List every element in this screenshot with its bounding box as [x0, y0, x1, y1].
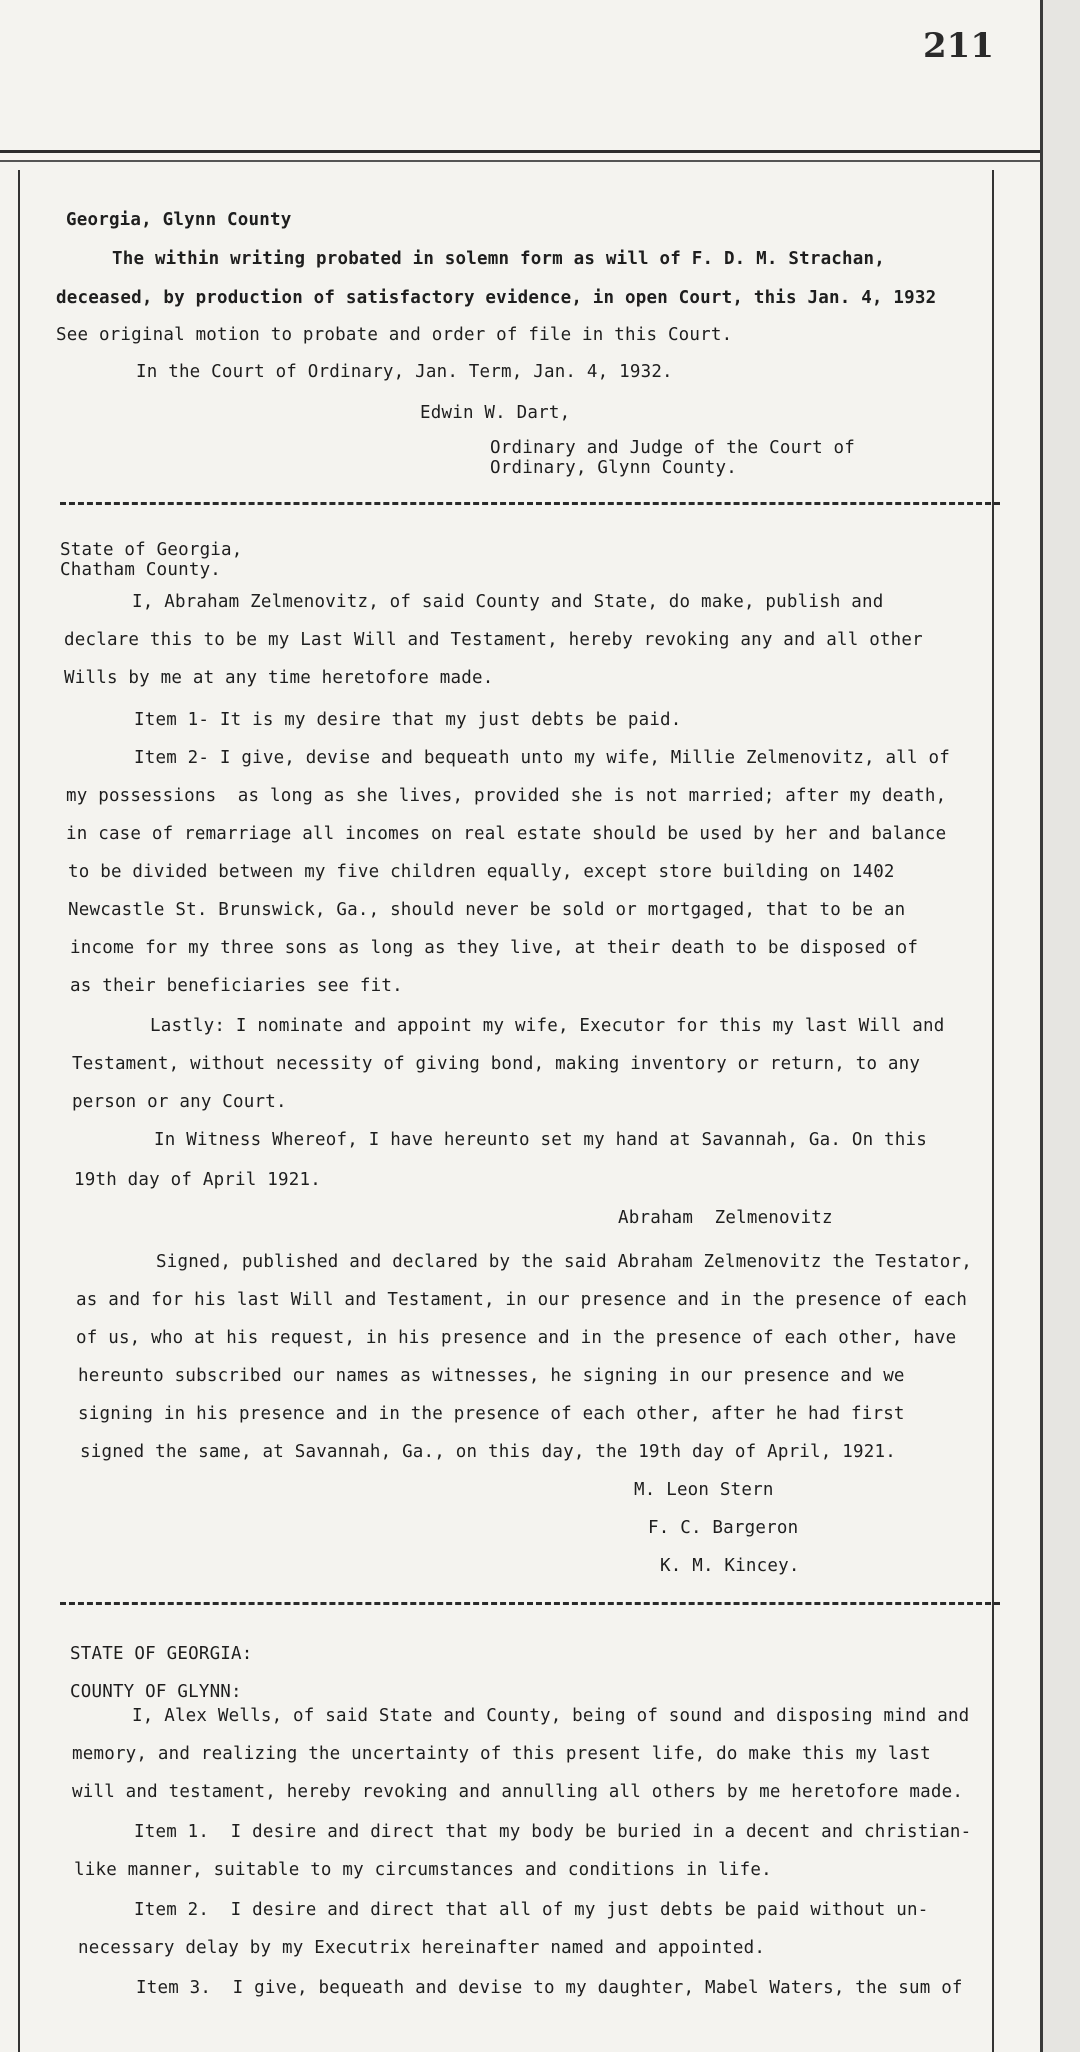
probate-line: See original motion to probate and order of file in this Court.	[56, 325, 733, 345]
witness-name: M. Leon Stern	[634, 1480, 774, 1500]
will1-line: declare this to be my Last Will and Testament, hereby revoking any and all other	[64, 630, 923, 650]
probate-signer-title: Ordinary and Judge of the Court of	[490, 438, 856, 458]
header-rule	[0, 150, 1040, 153]
will1-line: Lastly: I nominate and appoint my wife, Executor for this my last Will and	[150, 1016, 945, 1036]
will1-line: as their beneficiaries see fit.	[70, 976, 403, 996]
page-edge-line	[1040, 0, 1043, 2052]
will2-line: Item 3. I give, bequeath and devise to my daughter, Mabel Waters, the sum of	[136, 1978, 963, 1998]
will1-line: I, Abraham Zelmenovitz, of said County and State, do make, publish and	[132, 592, 884, 612]
will1-line: 19th day of April 1921.	[74, 1170, 321, 1190]
will2-county: COUNTY OF GLYNN:	[70, 1682, 242, 1702]
attestation-line: signed the same, at Savannah, Ga., on this day, the 19th day of April, 1921.	[80, 1442, 896, 1462]
probate-line: In the Court of Ordinary, Jan. Term, Jan. 4, 1932.	[136, 362, 673, 382]
page-number: 211	[923, 26, 994, 66]
attestation-line: of us, who at his request, in his presence and in the presence of each other, have	[76, 1328, 957, 1348]
will1-line: Item 1- It is my desire that my just debts be paid.	[134, 710, 682, 730]
will1-line: to be divided between my five children equally, except store building on 1402	[68, 862, 895, 882]
will1-line: in case of remarriage all incomes on real estate should be used by her and balance	[66, 824, 947, 844]
will1-county: Chatham County.	[60, 560, 222, 580]
page-edge-shadow	[1043, 0, 1080, 2052]
section-separator	[60, 1602, 1000, 1605]
will2-line: Item 1. I desire and direct that my body be buried in a decent and christian-	[134, 1822, 972, 1842]
probate-signer-title: Ordinary, Glynn County.	[490, 458, 737, 478]
will2-line: memory, and realizing the uncertainty of this present life, do make this my last	[72, 1744, 931, 1764]
will1-line: In Witness Whereof, I have hereunto set my hand at Savannah, Ga. On this	[154, 1130, 927, 1150]
will1-line: Testament, without necessity of giving bond, making inventory or return, to any	[72, 1054, 921, 1074]
header-rule-secondary	[0, 160, 1040, 162]
will2-line: Item 2. I desire and direct that all of my just debts be paid without un-	[134, 1900, 929, 1920]
will1-line: Newcastle St. Brunswick, Ga., should never be sold or mortgaged, that to be an	[68, 900, 906, 920]
will1-line: person or any Court.	[72, 1092, 287, 1112]
attestation-line: Signed, published and declared by the said Abraham Zelmenovitz the Testator,	[156, 1252, 972, 1272]
will2-state: STATE OF GEORGIA:	[70, 1644, 253, 1664]
attestation-line: as and for his last Will and Testament, in our presence and in the presence of each	[76, 1290, 968, 1310]
witness-name: F. C. Bargeron	[648, 1518, 799, 1538]
will1-line: income for my three sons as long as they live, at their death to be disposed of	[70, 938, 919, 958]
will1-testator-signature: Abraham Zelmenovitz	[618, 1208, 833, 1228]
will2-line: will and testament, hereby revoking and annulling all others by me heretofore made.	[72, 1782, 964, 1802]
probate-heading: Georgia, Glynn County	[66, 210, 292, 230]
attestation-line: signing in his presence and in the presence of each other, after he had first	[78, 1404, 905, 1424]
attestation-line: hereunto subscribed our names as witnesses, he signing in our presence and we	[78, 1366, 905, 1386]
will1-line: my possessions as long as she lives, provided she is not married; after my death,	[66, 786, 947, 806]
probate-signer: Edwin W. Dart,	[420, 403, 571, 423]
will2-line: like manner, suitable to my circumstances and conditions in life.	[74, 1860, 772, 1880]
will1-state: State of Georgia,	[60, 540, 243, 560]
probate-line: The within writing probated in solemn form as will of F. D. M. Strachan,	[112, 249, 885, 269]
will1-line: Item 2- I give, devise and bequeath unto my wife, Millie Zelmenovitz, all of	[134, 748, 950, 768]
will2-line: necessary delay by my Executrix hereinafter named and appointed.	[78, 1938, 766, 1958]
will2-line: I, Alex Wells, of said State and County, being of sound and disposing mind and	[132, 1706, 970, 1726]
witness-name: K. M. Kincey.	[660, 1556, 800, 1576]
will1-line: Wills by me at any time heretofore made.	[64, 668, 494, 688]
probate-line: deceased, by production of satisfactory evidence, in open Court, this Jan. 4, 1932	[56, 288, 937, 308]
section-separator	[60, 502, 1000, 505]
